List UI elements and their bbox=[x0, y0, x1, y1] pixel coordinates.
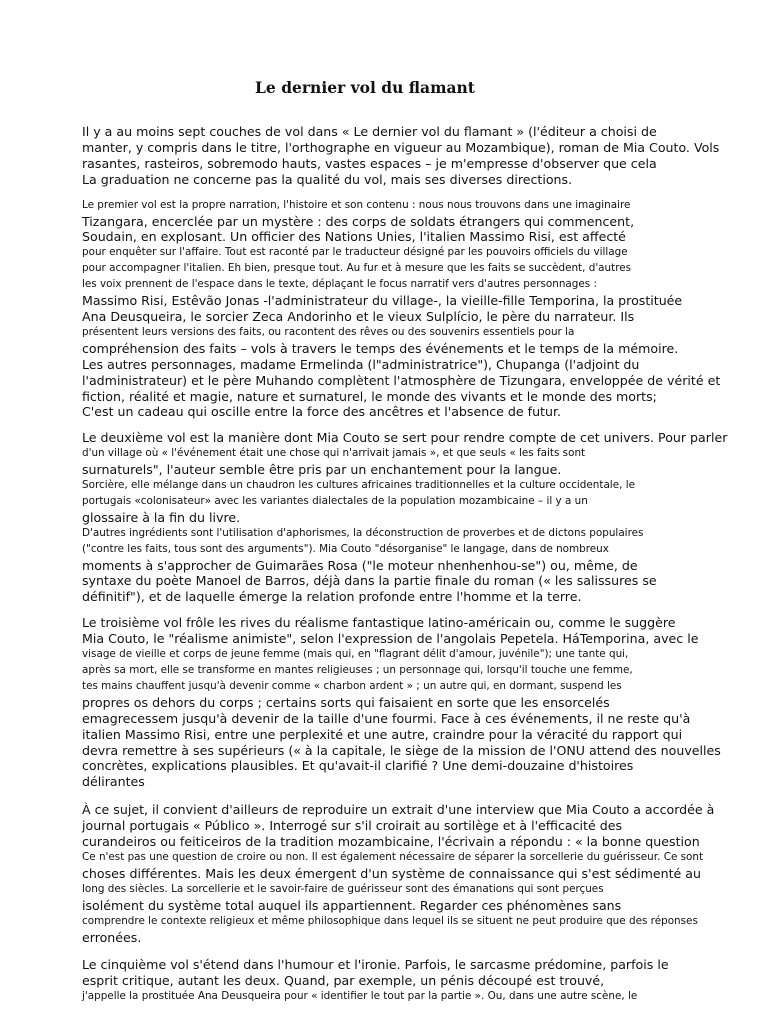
text-line: visage de vieille et corps de jeune femme (mais qui, en "flagrant délit d'amour, juvénile"); une tante qui, bbox=[82, 648, 629, 661]
paragraph bbox=[82, 430, 728, 605]
text-line: italien Massimo Risi, entre une perplexité et une autre, craindre pour la véracité du rapport qui bbox=[82, 726, 683, 742]
text-line: Ce n'est pas une question de croire ou non. Il est également nécessaire de séparer la sorcellerie du guérisseur. Ce sont bbox=[82, 850, 704, 863]
text-line: D'autres ingrédients sont l'utilisation d'aphorismes, la déconstruction de proverbes et de dictons populaires bbox=[82, 526, 644, 539]
text-line: surnaturels", l'auteur semble être pris par un enchantement pour la langue. bbox=[82, 462, 562, 478]
text-line: Sorcière, elle mélange dans un chaudron les cultures africaines traditionnelles et la culture occidentale, le bbox=[82, 479, 635, 492]
text-line: concrètes, explications plausibles. Et qu'avait-il clarifié ? Une demi-douzaine d'histoires bbox=[82, 758, 634, 774]
text-line: définitif"), et de laquelle émerge la relation profonde entre l'homme et la terre. bbox=[82, 589, 582, 605]
text-line: fiction, réalité et magie, nature et surnaturel, le monde des vivants et le monde des morts; bbox=[82, 388, 657, 404]
text-line: comprendre le contexte religieux et même philosophique dans lequel ils se situent ne peut produire que des réponses bbox=[82, 914, 698, 927]
text-line: devra remettre à ses supérieurs (« à la capitale, le siège de la mission de l'ONU attend des nouvelles bbox=[82, 742, 721, 758]
text-line: journal portugais « Público ». Interrogé sur s'il croirait au sortilège et à l'efficacité des bbox=[82, 818, 623, 834]
text-line: isolément du système total auquel ils appartiennent. Regarder ces phénomènes sans bbox=[82, 897, 622, 913]
text-line: les voix prennent de l'espace dans le texte, déplaçant le focus narratif vers d'autres personnages : bbox=[82, 278, 597, 291]
text-line: pour accompagner l'italien. Eh bien, presque tout. Au fur et à mesure que les faits se succèdent, d'autres bbox=[82, 262, 632, 275]
text-line: Ana Deusqueira, le sorcier Zeca Andorinho et le vieux Sulplício, le père du narrateur. Ils bbox=[82, 308, 635, 324]
text-line: Le deuxième vol est la manière dont Mia Couto se sert pour rendre compte de cet univers. Pour parler bbox=[82, 430, 728, 446]
text-line: Le premier vol est la propre narration, l'histoire et son contenu : nous nous trouvons dans une imaginaire bbox=[82, 198, 631, 211]
text-line: tes mains chauffent jusqu'à devenir comme « charbon ardent » ; un autre qui, en dormant, suspend les bbox=[82, 679, 622, 692]
text-line: après sa mort, elle se transforme en mantes religieuses ; un personnage qui, lorsqu'il touche une femme, bbox=[82, 664, 633, 676]
text-line: l'administrateur) et le père Muhando complètent l'atmosphère de Tizungara, enveloppée de vérité et bbox=[82, 372, 721, 388]
text-line: erronées. bbox=[82, 929, 142, 945]
text-line: Soudain, en explosant. Un officier des Nations Unies, l'italien Massimo Risi, est affecté bbox=[82, 229, 626, 245]
text-line: pour enquêter sur l'affaire. Tout est raconté par le traducteur désigné par les pouvoirs officiels du village bbox=[82, 246, 628, 259]
paragraph bbox=[82, 615, 721, 790]
document-body bbox=[82, 114, 728, 1005]
text-line: j'appelle la prostituée Ana Deusqueira pour « identifier le tout par la partie ». Ou, dans une autre scène, le bbox=[82, 990, 638, 1003]
text-line: compréhension des faits – vols à travers le temps des événements et le temps de la mémoire. bbox=[82, 340, 679, 356]
text-line: emagrecessem jusqu'à devenir de la taille d'une fourmi. Face à ces événements, il ne reste qu'à bbox=[82, 710, 691, 726]
text-line: long des siècles. La sorcellerie et le savoir-faire de guérisseur sont des émanations qui sont perçues bbox=[82, 882, 604, 895]
text-line: d'un village où « l'événement était une chose qui n'arrivait jamais », et que seuls « les faits sont bbox=[82, 447, 586, 460]
text-line: délirantes bbox=[82, 774, 145, 790]
text-line: Le troisième vol frôle les rives du réalisme fantastique latino-américain ou, comme le suggère bbox=[82, 615, 676, 631]
text-line: ("contre les faits, tous sont des arguments"). Mia Couto "désorganise" le langage, dans de nombreux bbox=[82, 542, 609, 555]
text-line: syntaxe du poète Manoel de Barros, déjà dans la partie finale du roman (« les salissures se bbox=[82, 573, 657, 589]
text-line: Le cinquième vol s'étend dans l'humour et l'ironie. Parfois, le sarcasme prédomine, parfois le bbox=[82, 957, 669, 973]
text-line: Il y a au moins sept couches de vol dans « Le dernier vol du flamant » (l'éditeur a choisi de bbox=[82, 124, 657, 139]
text-line: Massimo Risi, Estêvão Jonas -l'administrateur du village-, la vieille-fille Temporina, la prostituée bbox=[82, 293, 683, 309]
text-line: La graduation ne concerne pas la qualité du vol, mais ses diverses directions. bbox=[82, 171, 573, 187]
text-line: Mia Couto, le "réalisme animiste", selon l'expression de l'angolais Pepetela. HáTemporina, avec le bbox=[82, 631, 699, 647]
text-line: propres os dehors du corps ; certains sorts qui faisaient en sorte que les ensorcelés bbox=[82, 694, 610, 710]
text-line: glossaire à la fin du livre. bbox=[82, 509, 241, 525]
text-line: Les autres personnages, madame Ermelinda (l"administratrice"), Chupanga (l'adjoint du bbox=[82, 356, 640, 372]
text-line: rasantes, rasteiros, sobremodo hauts, vastes espaces – je m'empresse d'observer que cela bbox=[82, 155, 657, 171]
paragraph bbox=[82, 802, 715, 945]
text-line: À ce sujet, il convient d'ailleurs de reproduire un extrait d'une interview que Mia Couto a accordée à bbox=[82, 802, 715, 818]
document-title: Le dernier vol du flamant bbox=[255, 78, 475, 97]
text-line: présentent leurs versions des faits, ou racontent des rêves ou des souvenirs essentiels pour la bbox=[82, 325, 575, 338]
text-line: C'est un cadeau qui oscille entre la force des ancêtres et l'absence de futur. bbox=[82, 404, 561, 420]
text-line: choses différentes. Mais les deux émergent d'un système de connaissance qui s'est sédimenté au bbox=[82, 865, 702, 881]
paragraph bbox=[82, 124, 720, 188]
text-line: moments à s'approcher de Guimarães Rosa ("le moteur nhenhenhou-se") ou, même, de bbox=[82, 557, 638, 573]
text-line: portugais «colonisateur» avec les variantes dialectales de la population mozambicaine – il y a un bbox=[82, 494, 588, 507]
paragraph bbox=[82, 198, 721, 421]
paragraph bbox=[82, 957, 682, 1005]
text-line: manter, y compris dans le titre, l'orthographe en vigueur au Mozambique), roman de Mia Couto. Vols bbox=[82, 139, 720, 155]
text-line: curandeiros ou feiticeiros de la tradition mozambicaine, l'écrivain a répondu : « la bonne question bbox=[82, 834, 700, 850]
text-line: esprit critique, autant les deux. Quand, par exemple, un pénis découpé est trouvé, bbox=[82, 973, 605, 989]
text-line: Tizangara, encerclée par un mystère : des corps de soldats étrangers qui commencent, bbox=[82, 213, 635, 229]
